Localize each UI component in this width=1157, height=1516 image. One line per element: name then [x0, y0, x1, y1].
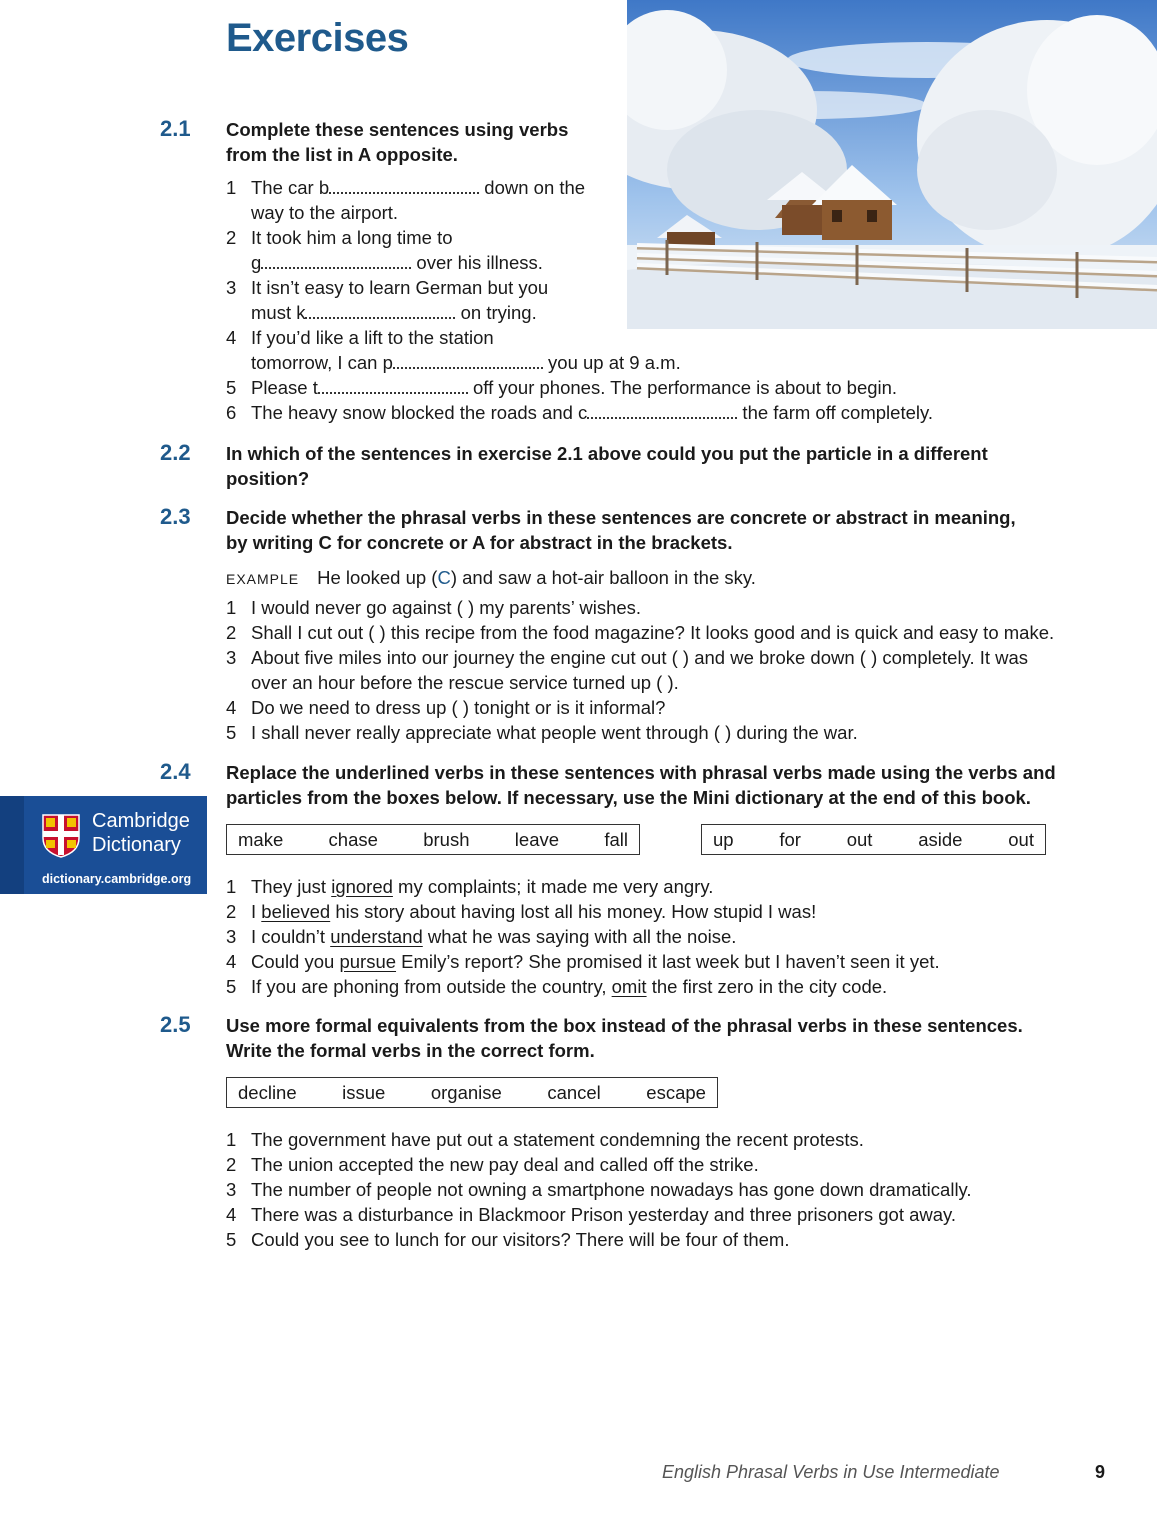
- list-item: 4 Could you pursue Emily’s report? She promised it last week but I haven’t seen it yet.: [226, 951, 940, 972]
- box-word: out: [1008, 828, 1034, 850]
- list-item: 3 About five miles into our journey the engine cut out ( ) and we broke down ( ) completely. It was over an hour before the rescue service turned up ( ).: [226, 647, 1029, 693]
- exercise-number: 2.3: [160, 504, 191, 529]
- box-word: issue: [342, 1081, 386, 1103]
- box-word: organise: [430, 1081, 502, 1103]
- exercise-number: 2.5: [160, 1012, 191, 1037]
- list-item: 3 It isn’t easy to learn German but you must k on trying.: [226, 277, 549, 323]
- list-item: 2 It took him a long time to g over his illness.: [226, 227, 543, 273]
- list-item: 3 The number of people not owning a smartphone nowadays has gone down dramatically.: [226, 1179, 972, 1200]
- logo-name: Dictionary: [92, 834, 181, 856]
- box-word: cancel: [547, 1081, 601, 1103]
- page-number: 9: [1095, 1462, 1106, 1482]
- page-title: Exercises: [226, 16, 409, 60]
- box-word: make: [238, 828, 284, 850]
- list-item: 2 Shall I cut out ( ) this recipe from the food magazine? It looks good and is quick and easy to make.: [226, 622, 1055, 643]
- logo-url: dictionary.cambridge.org: [42, 872, 192, 886]
- list-item: 2 The union accepted the new pay deal and called off the strike.: [226, 1154, 759, 1175]
- logo-strip: [0, 796, 24, 894]
- box-word: escape: [646, 1081, 706, 1103]
- box-word: fall: [604, 828, 628, 850]
- list-item: 2 I believed his story about having lost all his money. How stupid I was!: [226, 901, 817, 922]
- box-word: brush: [423, 828, 470, 850]
- exercise-number: 2.2: [160, 440, 191, 465]
- crest-icon: [42, 814, 80, 858]
- answer-blank[interactable]: [587, 403, 737, 419]
- exercise-instruction: In which of the sentences in exercise 2.1 above could you put the particle in a different position?: [226, 443, 988, 489]
- example-label: EXAMPLE: [226, 571, 300, 587]
- list-item: 1 I would never go against ( ) my parents’ wishes.: [226, 597, 642, 618]
- box-word: out: [846, 828, 873, 850]
- list-item: 1 The government have put out a statement condemning the recent protests.: [226, 1129, 864, 1150]
- footer-book-title: English Phrasal Verbs in Use Intermediate: [662, 1462, 1000, 1482]
- particles-box: [701, 824, 1046, 855]
- answer-blank[interactable]: [261, 253, 411, 269]
- list-item: 5 Please t off your phones. The performance is about to begin.: [226, 377, 898, 398]
- box-word: aside: [918, 828, 963, 850]
- verbs-box: [226, 824, 640, 855]
- exercise-2-1-list: [226, 175, 933, 425]
- exercise-instruction: Replace the underlined verbs in these sentences with phrasal verbs made using the verbs and particles from the boxes below. If necessary, use the Mini dictionary at the end of this book.: [226, 762, 1056, 808]
- box-word: up: [713, 828, 734, 850]
- exercise-instruction: Complete these sentences using verbs from the list in A opposite.: [226, 119, 569, 165]
- example-answer: C: [437, 567, 451, 588]
- exercise-instruction: Decide whether the phrasal verbs in these sentences are concrete or abstract in meaning, by writing C for concrete or A for abstract in the brackets.: [226, 507, 1016, 553]
- logo-name: Cambridge: [92, 810, 190, 832]
- answer-blank[interactable]: [329, 178, 479, 194]
- list-item: 4 If you’d like a lift to the station tomorrow, I can p you up at 9 a.m.: [226, 327, 681, 373]
- box-word: decline: [238, 1081, 297, 1103]
- formal-verbs-box: [226, 1077, 718, 1108]
- exercise-2-5-list: [226, 1127, 972, 1252]
- answer-blank[interactable]: [318, 378, 468, 394]
- list-item: 4 Do we need to dress up ( ) tonight or is it informal?: [226, 697, 666, 718]
- exercise-number: 2.1: [160, 116, 191, 141]
- box-word: chase: [328, 828, 378, 850]
- exercise-number: 2.4: [160, 759, 191, 784]
- list-item: 6 The heavy snow blocked the roads and c the farm off completely.: [226, 402, 934, 423]
- list-item: 1 The car b down on the way to the airport.: [226, 177, 586, 223]
- box-word: leave: [514, 828, 560, 850]
- box-word: for: [779, 828, 801, 850]
- cambridge-dictionary-logo[interactable]: [0, 796, 207, 894]
- answer-blank[interactable]: [305, 303, 455, 319]
- example-sentence: EXAMPLE He looked up (C) and saw a hot-air balloon in the sky.: [226, 567, 756, 588]
- exercise-instruction: Use more formal equivalents from the box instead of the phrasal verbs in these sentences. Write the formal verbs in the correct form.: [226, 1015, 1023, 1061]
- list-item: 1 They just ignored my complaints; it made me very angry.: [226, 876, 714, 897]
- exercise-2-3-list: [226, 595, 1054, 745]
- list-item: 5 I shall never really appreciate what people went through ( ) during the war.: [226, 722, 858, 743]
- list-item: 3 I couldn’t understand what he was saying with all the noise.: [226, 926, 737, 947]
- list-item: 5 If you are phoning from outside the country, omit the first zero in the city code.: [226, 976, 888, 997]
- answer-blank[interactable]: [393, 353, 543, 369]
- list-item: 4 There was a disturbance in Blackmoor Prison yesterday and three prisoners got away.: [226, 1204, 957, 1225]
- list-item: 5 Could you see to lunch for our visitors? There will be four of them.: [226, 1229, 790, 1250]
- exercise-2-4-list: [226, 874, 940, 999]
